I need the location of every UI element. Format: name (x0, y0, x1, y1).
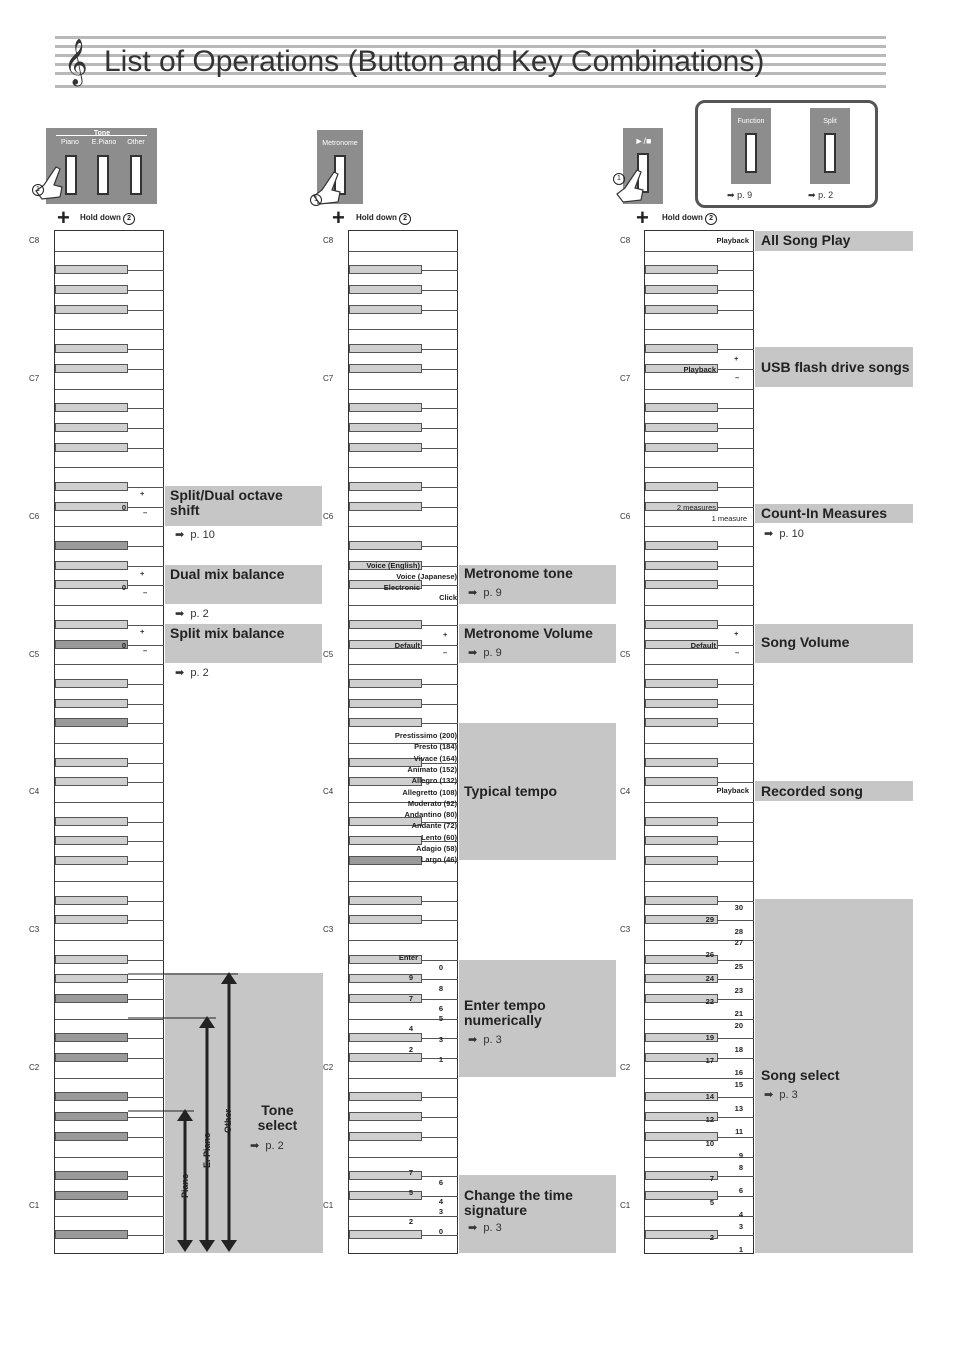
minus-label: – (143, 646, 148, 655)
song-number-label: 27 (734, 938, 743, 948)
playback-label: Playback (716, 236, 749, 245)
zero-label: 0 (121, 583, 126, 592)
octave-label: C8 (29, 236, 40, 245)
time-signature-digit-label: 4 (438, 1197, 443, 1207)
playback-label: Playback (716, 786, 749, 795)
white-key-line (349, 467, 458, 468)
black-key[interactable] (645, 580, 718, 589)
panel-ref: ➡ p. 10 (764, 528, 804, 540)
octave-label: C8 (620, 236, 631, 245)
song-number-label: 8 (738, 1162, 743, 1172)
song-number-label: 3 (738, 1221, 743, 1231)
white-key-line (349, 1157, 458, 1158)
white-key-line (349, 329, 458, 330)
default-label: Default (690, 641, 716, 650)
song-number-label: 4 (738, 1209, 743, 1219)
plus-icon: + (332, 205, 345, 230)
panel-title: Recorded song (761, 783, 863, 799)
panel-title: Split mix balance (170, 625, 285, 641)
panel-title: All Song Play (761, 232, 851, 248)
white-key-line (645, 526, 754, 527)
black-key[interactable] (349, 265, 422, 274)
function-ref: ➡ p. 9 (727, 190, 753, 200)
black-key[interactable] (349, 1092, 422, 1101)
song-number-label: 30 (734, 903, 743, 912)
black-key[interactable] (55, 1092, 128, 1101)
tempo-digit-label: 1 (438, 1055, 443, 1064)
octave-label: C7 (323, 373, 334, 383)
black-key[interactable] (55, 955, 128, 964)
other-label: Other (127, 139, 145, 146)
black-key[interactable] (645, 620, 718, 629)
tempo-key-label: Andantino (80) (404, 810, 457, 820)
panel-title: Tone select (257, 1102, 298, 1133)
song-number-label: 6 (738, 1186, 743, 1196)
black-key[interactable] (645, 443, 718, 452)
plus-icon: + (57, 205, 70, 230)
plus-label: + (734, 354, 739, 363)
white-key-line (645, 881, 754, 882)
black-key[interactable] (55, 364, 128, 373)
white-key-line (645, 1078, 754, 1079)
octave-label: C1 (323, 1200, 334, 1210)
tempo-digit-label: 0 (438, 963, 443, 973)
white-key-line (55, 802, 164, 803)
plus-label: + (140, 569, 145, 578)
song-number-label: 16 (734, 1068, 743, 1078)
panel-ref: ➡ p. 3 (764, 1089, 798, 1101)
black-key[interactable] (55, 285, 128, 294)
black-key[interactable] (55, 1132, 128, 1141)
song-number-label: 10 (705, 1139, 714, 1148)
black-key[interactable] (645, 836, 718, 845)
black-key[interactable] (349, 915, 422, 924)
hold-down-label: Hold down 2 (80, 213, 135, 225)
panel-title: Song Volume (761, 634, 850, 650)
black-key[interactable] (645, 265, 718, 274)
tempo-key-label: Largo (46) (420, 855, 457, 865)
white-key-line (55, 940, 164, 941)
black-key[interactable] (349, 305, 422, 314)
song-number-label: 18 (734, 1044, 743, 1054)
black-key[interactable] (55, 915, 128, 924)
octave-label: C2 (323, 1063, 334, 1073)
panel-title: Metronome tone (464, 565, 573, 581)
function-label: Function (737, 118, 765, 125)
black-key[interactable] (349, 541, 422, 550)
song-number-label: 21 (734, 1009, 743, 1019)
song-number-label: 24 (705, 973, 714, 983)
tempo-digit-label: 2 (408, 1044, 413, 1054)
plus-label: + (734, 629, 739, 638)
black-key[interactable] (349, 403, 422, 412)
white-key-line (55, 664, 164, 665)
black-key[interactable] (55, 679, 128, 688)
song-number-label: 2 (709, 1233, 714, 1243)
metronome-label: Metronome (322, 140, 358, 147)
black-key[interactable] (55, 561, 128, 570)
black-key[interactable] (349, 679, 422, 688)
panel-title: Typical tempo (464, 783, 558, 799)
zero-label: 0 (121, 641, 126, 650)
panel-title: USB flash drive songs (761, 359, 910, 375)
hold-down-label: Hold down 2 (356, 213, 411, 225)
panel-ref: ➡ p. 3 (468, 1034, 502, 1046)
default-label: Default (394, 641, 420, 650)
song-number-label: 15 (734, 1080, 743, 1089)
white-key-line (645, 251, 754, 252)
tempo-digit-label: 5 (438, 1014, 443, 1024)
time-signature-digit-label: 2 (408, 1217, 413, 1226)
split-button[interactable] (824, 133, 836, 173)
zero-label: 0 (121, 503, 126, 512)
plus-label: + (140, 627, 145, 636)
octave-label: C8 (323, 236, 334, 245)
tempo-digit-label: 3 (438, 1034, 443, 1044)
black-key[interactable] (645, 817, 718, 826)
black-key[interactable] (645, 305, 718, 314)
split-label: Split (823, 118, 837, 125)
black-key[interactable] (55, 994, 128, 1003)
epiano-label: E.Piano (91, 139, 117, 146)
octave-label: C2 (620, 1063, 631, 1073)
tempo-key-label: Moderato (92) (407, 798, 457, 808)
black-key[interactable] (645, 482, 718, 491)
black-key[interactable] (645, 561, 718, 570)
black-key[interactable] (55, 1191, 128, 1200)
white-key-line (349, 251, 458, 252)
song-number-label: 19 (705, 1032, 714, 1042)
octave-label: C6 (323, 511, 334, 521)
octave-label: C3 (29, 925, 40, 935)
black-key[interactable] (645, 541, 718, 550)
panel-ref: ➡ p. 2 (175, 608, 209, 620)
black-key[interactable] (55, 758, 128, 767)
other-button[interactable] (130, 155, 142, 195)
black-key[interactable] (349, 1230, 422, 1239)
black-key[interactable] (645, 896, 718, 905)
black-key[interactable] (349, 1053, 422, 1062)
black-key[interactable] (645, 718, 718, 727)
song-number-label: 11 (735, 1127, 743, 1137)
black-key[interactable] (349, 364, 422, 373)
tempo-key-label: Andante (72) (411, 821, 457, 831)
epiano-range-label: E. Piano (202, 1132, 212, 1168)
black-key[interactable] (349, 620, 422, 629)
step-one-icon: 1 (32, 184, 44, 196)
tempo-key-label: Vivace (164) (413, 753, 457, 763)
tempo-digit-label: Enter (398, 953, 418, 962)
panel-ref: ➡ p. 10 (175, 529, 215, 541)
function-split-box (695, 100, 878, 208)
octave-label: C5 (620, 649, 631, 659)
white-key-line (349, 664, 458, 665)
playback-label: Playback (683, 365, 716, 374)
metronome-tone-key-label: Voice (Japanese) (396, 572, 457, 581)
black-key[interactable] (55, 541, 128, 550)
black-key[interactable] (55, 777, 128, 786)
white-key-line (55, 329, 164, 330)
black-key[interactable] (349, 1132, 422, 1141)
black-key[interactable] (55, 817, 128, 826)
white-key-line (645, 1019, 754, 1020)
tempo-key-label: Lento (60) (421, 832, 457, 842)
song-number-label: 22 (705, 997, 714, 1007)
black-key[interactable] (55, 896, 128, 905)
black-key[interactable] (349, 344, 422, 353)
black-key[interactable] (55, 620, 128, 629)
count-in-label: 1 measure (711, 514, 747, 523)
play-stop-label: ►/■ (634, 136, 652, 146)
white-key-line (645, 605, 754, 606)
song-number-label: 25 (734, 962, 743, 971)
time-signature-digit-label: 3 (438, 1207, 443, 1217)
tempo-digit-label: 9 (408, 973, 413, 983)
octave-label: C4 (29, 787, 40, 797)
black-key[interactable] (645, 344, 718, 353)
tempo-key-label: Prestissimo (200) (394, 731, 457, 740)
black-key[interactable] (349, 443, 422, 452)
black-key[interactable] (55, 482, 128, 491)
minus-label: – (443, 648, 448, 657)
song-number-label: 7 (709, 1174, 714, 1184)
black-key[interactable] (55, 699, 128, 708)
white-key-line (645, 329, 754, 330)
white-key-line (55, 251, 164, 252)
panel-ref: ➡ p. 9 (468, 647, 502, 659)
white-key-line (645, 389, 754, 390)
black-key[interactable] (55, 443, 128, 452)
white-key-line (349, 881, 458, 882)
time-signature-digit-label: 0 (438, 1226, 443, 1236)
white-key-line (349, 940, 458, 941)
tempo-key-label: Allegro (132) (411, 776, 457, 786)
metronome-tone-key-label: Electronic (383, 583, 420, 592)
octave-label: C4 (620, 787, 631, 797)
white-key-line (645, 467, 754, 468)
split-ref: ➡ p. 2 (808, 190, 834, 200)
white-key-line (55, 605, 164, 606)
black-key[interactable] (645, 403, 718, 412)
black-key[interactable] (55, 718, 128, 727)
black-key[interactable] (55, 1230, 128, 1239)
tempo-key-label: Presto (184) (414, 742, 457, 752)
octave-label: C5 (29, 649, 40, 659)
minus-label: – (735, 648, 740, 657)
time-signature-digit-label: 6 (438, 1177, 443, 1187)
white-key-line (349, 1078, 458, 1079)
minus-label: – (143, 588, 148, 597)
epiano-button[interactable] (97, 155, 109, 195)
tempo-digit-label: 4 (408, 1024, 413, 1034)
white-key-line (349, 605, 458, 606)
octave-label: C1 (29, 1200, 40, 1210)
song-number-label: 5 (709, 1198, 714, 1207)
tempo-digit-label: 7 (408, 993, 413, 1003)
octave-label: C7 (620, 373, 631, 383)
tempo-key-label: Allegretto (108) (402, 787, 457, 797)
octave-label: C6 (29, 511, 40, 521)
time-signature-digit-label: 5 (408, 1187, 413, 1197)
panel-title: Change the time signature (464, 1187, 573, 1218)
treble-clef-icon: 𝄞 (64, 40, 88, 84)
black-key[interactable] (349, 699, 422, 708)
white-key-line (645, 802, 754, 803)
time-signature-digit-label: 7 (408, 1168, 413, 1177)
song-number-label: 1 (738, 1245, 743, 1255)
song-number-label: 28 (734, 926, 743, 936)
black-key[interactable] (645, 285, 718, 294)
other-range-label: Other (223, 1108, 233, 1133)
minus-label: – (143, 508, 148, 517)
hold-down-label: Hold down 2 (662, 213, 717, 225)
tempo-key-label: Adagio (58) (416, 844, 457, 853)
song-number-label: 14 (705, 1091, 714, 1101)
song-number-label: 20 (734, 1021, 743, 1030)
metronome-tone-key-label: Voice (English) (366, 561, 420, 570)
black-key[interactable] (349, 1033, 422, 1042)
plus-label: + (140, 489, 145, 498)
black-key[interactable] (55, 344, 128, 353)
white-key-line (55, 743, 164, 744)
octave-label: C3 (323, 925, 334, 935)
piano-label: Piano (61, 139, 79, 146)
black-key[interactable] (349, 423, 422, 432)
white-key-line (55, 881, 164, 882)
white-key-line (55, 467, 164, 468)
octave-label: C5 (323, 649, 334, 659)
song-number-label: 29 (705, 914, 714, 924)
metronome-tone-key-label: Click (439, 593, 457, 602)
plus-label: + (443, 630, 448, 639)
tempo-key-label: Animato (152) (407, 764, 457, 774)
panel-ref: ➡ p. 9 (468, 587, 502, 599)
black-key[interactable] (645, 699, 718, 708)
panel-title: Enter tempo numerically (464, 997, 546, 1028)
song-number-label: 17 (705, 1056, 714, 1066)
panel-title: Split/Dual octave shift (170, 487, 283, 518)
white-key-line (55, 389, 164, 390)
black-key[interactable] (55, 265, 128, 274)
song-number-label: 23 (734, 985, 743, 995)
tone-group-label: Tone (93, 130, 111, 137)
black-key[interactable] (55, 403, 128, 412)
white-key-line (349, 526, 458, 527)
step-one-icon: 1 (310, 194, 322, 206)
tempo-digit-label: 8 (438, 983, 443, 993)
panel-title: Metronome Volume (464, 625, 593, 641)
octave-label: C4 (323, 787, 334, 797)
white-key-line (645, 743, 754, 744)
octave-label: C1 (620, 1200, 631, 1210)
black-key[interactable] (55, 974, 128, 983)
panel-ref: ➡ p. 3 (468, 1222, 502, 1234)
panel-ref: ➡ p. 2 (175, 667, 209, 679)
black-key[interactable] (645, 758, 718, 767)
function-button[interactable] (745, 133, 757, 173)
black-key[interactable] (55, 1112, 128, 1121)
black-key[interactable] (645, 423, 718, 432)
octave-label: C7 (29, 373, 40, 383)
black-key[interactable] (349, 285, 422, 294)
song-number-label: 9 (738, 1150, 743, 1160)
black-key[interactable] (349, 896, 422, 905)
white-key-line (55, 526, 164, 527)
page-title: List of Operations (Button and Key Combinations) (104, 45, 765, 78)
white-key-line (349, 389, 458, 390)
panel-title: Dual mix balance (170, 566, 285, 582)
count-in-label: 2 measures (676, 503, 716, 512)
song-number-label: 13 (734, 1103, 743, 1113)
black-key[interactable] (349, 482, 422, 491)
piano-button[interactable] (65, 155, 77, 195)
octave-label: C6 (620, 511, 631, 521)
tempo-digit-label: 6 (438, 1004, 443, 1013)
piano-range-label: Piano (180, 1173, 190, 1198)
black-key[interactable] (349, 502, 422, 511)
panel-title: Count-In Measures (761, 505, 888, 521)
song-number-label: 12 (705, 1115, 714, 1125)
black-key[interactable] (55, 423, 128, 432)
black-key[interactable] (55, 1171, 128, 1180)
white-key-line (645, 664, 754, 665)
panel-title: Song select (761, 1067, 840, 1083)
step-one-icon: 1 (613, 173, 625, 185)
black-key[interactable] (55, 1033, 128, 1042)
black-key[interactable] (349, 718, 422, 727)
octave-label: C2 (29, 1063, 40, 1073)
minus-label: – (735, 373, 740, 382)
plus-icon: + (636, 205, 649, 230)
black-key[interactable] (645, 679, 718, 688)
black-key[interactable] (55, 305, 128, 314)
song-number-label: 26 (705, 950, 714, 960)
black-key[interactable] (55, 836, 128, 845)
black-key[interactable] (55, 856, 128, 865)
octave-label: C3 (620, 925, 631, 935)
panel-ref: ➡ p. 2 (250, 1140, 284, 1152)
black-key[interactable] (645, 856, 718, 865)
black-key[interactable] (349, 1112, 422, 1121)
black-key[interactable] (55, 1053, 128, 1062)
